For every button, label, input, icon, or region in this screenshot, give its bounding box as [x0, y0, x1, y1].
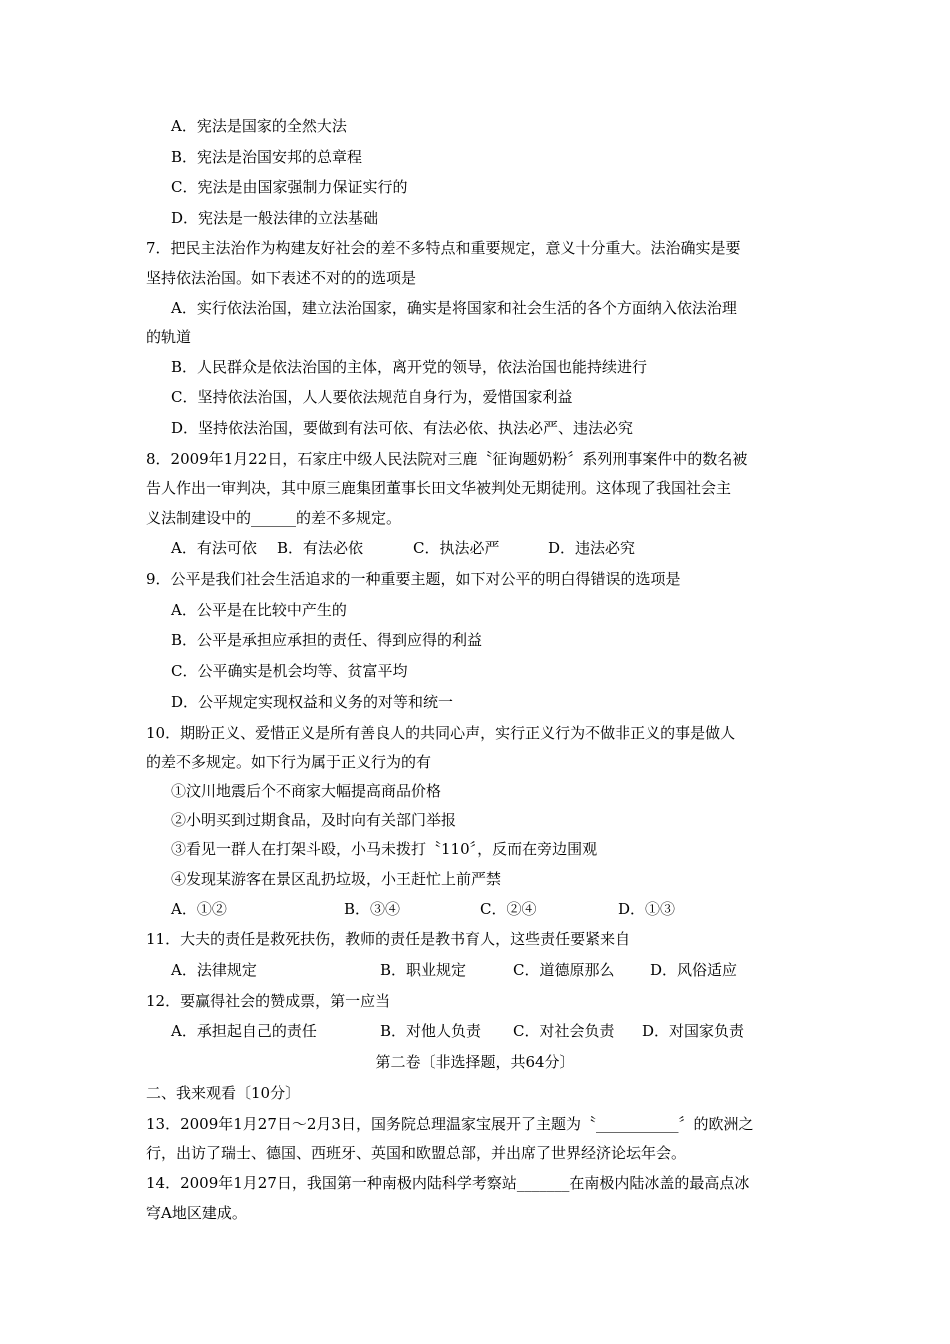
q7-stem-line-1: 7．把民主法治作为构建友好社会的差不多特点和重要规定，意义十分重大。法治确实是要: [146, 239, 741, 257]
q10-stem-line-2: 的差不多规定。如下行为属于正义行为的有: [146, 753, 432, 771]
q11-option-a: A．法律规定: [171, 961, 257, 979]
q7-stem-line-2: 坚持依法治国。如下表述不对的的选项是: [146, 269, 417, 287]
q11-stem: 11．大夫的责任是救死扶伤，教师的责任是教书育人，这些责任要紧来自: [146, 930, 631, 948]
q8-option-b: B．有法必依: [277, 539, 364, 557]
q9-option-c: C．公平确实是机会均等、贫富平均: [171, 662, 408, 680]
q10-option-a: A．①②: [171, 900, 227, 918]
q11-option-c: C．道德原那么: [513, 961, 615, 979]
q10-item-4: ④发现某游客在景区乱扔垃圾，小王赶忙上前严禁: [171, 870, 502, 888]
q10-stem-line-1: 10．期盼正义、爱惜正义是所有善良人的共同心声，实行正义行为不做非正义的事是做人: [146, 724, 736, 742]
q10-item-3: ③看见一群人在打架斗殴，小马未拨打〝110〞，反而在旁边围观: [171, 840, 598, 858]
q6-option-a: A．宪法是国家的全然大法: [171, 117, 347, 135]
part2-title: 第二卷〔非选择题，共64分〕: [375, 1053, 575, 1071]
q13-stem-line-2: 行，出访了瑞士、德国、西班牙、英国和欧盟总部，并出席了世界经济论坛年会。: [146, 1144, 687, 1162]
q9-option-b: B．公平是承担应承担的责任、得到应得的利益: [171, 631, 483, 649]
q8-stem-line-2: 告人作出一审判决，其中原三鹿集团董事长田文华被判处无期徒刑。这体现了我国社会主: [146, 479, 732, 497]
q13-stem-line-1: 13．2009年1月27日～2月3日，国务院总理温家宝展开了主题为〝___________〞的欧洲之: [146, 1115, 754, 1133]
q7-option-a-line-1: A．实行依法治国，建立法治国家，确实是将国家和社会生活的各个方面纳入依法治理: [171, 299, 737, 317]
q14-stem-line-1: 14．2009年1月27日，我国第一种南极内陆科学考察站_______在南极内陆冰盖的最高点冰: [146, 1174, 750, 1192]
q7-option-d: D．坚持依法治国，要做到有法可依、有法必依、执法必严、违法必究: [171, 419, 634, 437]
q11-option-d: D．风俗适应: [650, 961, 738, 979]
q10-option-c: C．②④: [480, 900, 537, 918]
q12-option-b: B．对他人负责: [380, 1022, 482, 1040]
q8-stem-line-1: 8．2009年1月22日，石家庄中级人民法院对三鹿〝征询题奶粉〞系列刑事案件中的数名被: [146, 450, 748, 468]
q10-item-2: ②小明买到过期食品，及时向有关部门举报: [171, 811, 457, 829]
q8-stem-line-3: 义法制建设中的______的差不多规定。: [146, 509, 402, 527]
q7-option-c: C．坚持依法治国，人人要依法规范自身行为，爱惜国家利益: [171, 388, 573, 406]
q10-option-d: D．①③: [618, 900, 676, 918]
q12-option-d: D．对国家负责: [642, 1022, 745, 1040]
q11-option-b: B．职业规定: [380, 961, 467, 979]
q7-option-b: B．人民群众是依法治国的主体，离开党的领导，依法治国也能持续进行: [171, 358, 648, 376]
q7-option-a-line-2: 的轨道: [146, 328, 192, 346]
q9-option-d: D．公平规定实现权益和义务的对等和统一: [171, 693, 454, 711]
q12-stem: 12．要赢得社会的赞成票，第一应当: [146, 992, 391, 1010]
section2-title: 二、我来观看〔10分〕: [146, 1084, 301, 1102]
q10-option-b: B．③④: [344, 900, 401, 918]
q8-option-a: A．有法可依: [171, 539, 257, 557]
q6-option-c: C．宪法是由国家强制力保证实行的: [171, 178, 408, 196]
q9-stem: 9．公平是我们社会生活追求的一种重要主题，如下对公平的明白得错误的选项是: [146, 570, 681, 588]
q12-option-c: C．对社会负责: [513, 1022, 615, 1040]
q6-option-d: D．宪法是一般法律的立法基础: [171, 209, 379, 227]
q8-option-d: D．违法必究: [548, 539, 636, 557]
q8-option-c: C．执法必严: [413, 539, 500, 557]
q14-stem-line-2: 穹A地区建成。: [146, 1204, 247, 1222]
q10-item-1: ①汶川地震后个不商家大幅提高商品价格: [171, 782, 442, 800]
q12-option-a: A．承担起自己的责任: [171, 1022, 317, 1040]
q6-option-b: B．宪法是治国安邦的总章程: [171, 148, 363, 166]
q9-option-a: A．公平是在比较中产生的: [171, 601, 347, 619]
